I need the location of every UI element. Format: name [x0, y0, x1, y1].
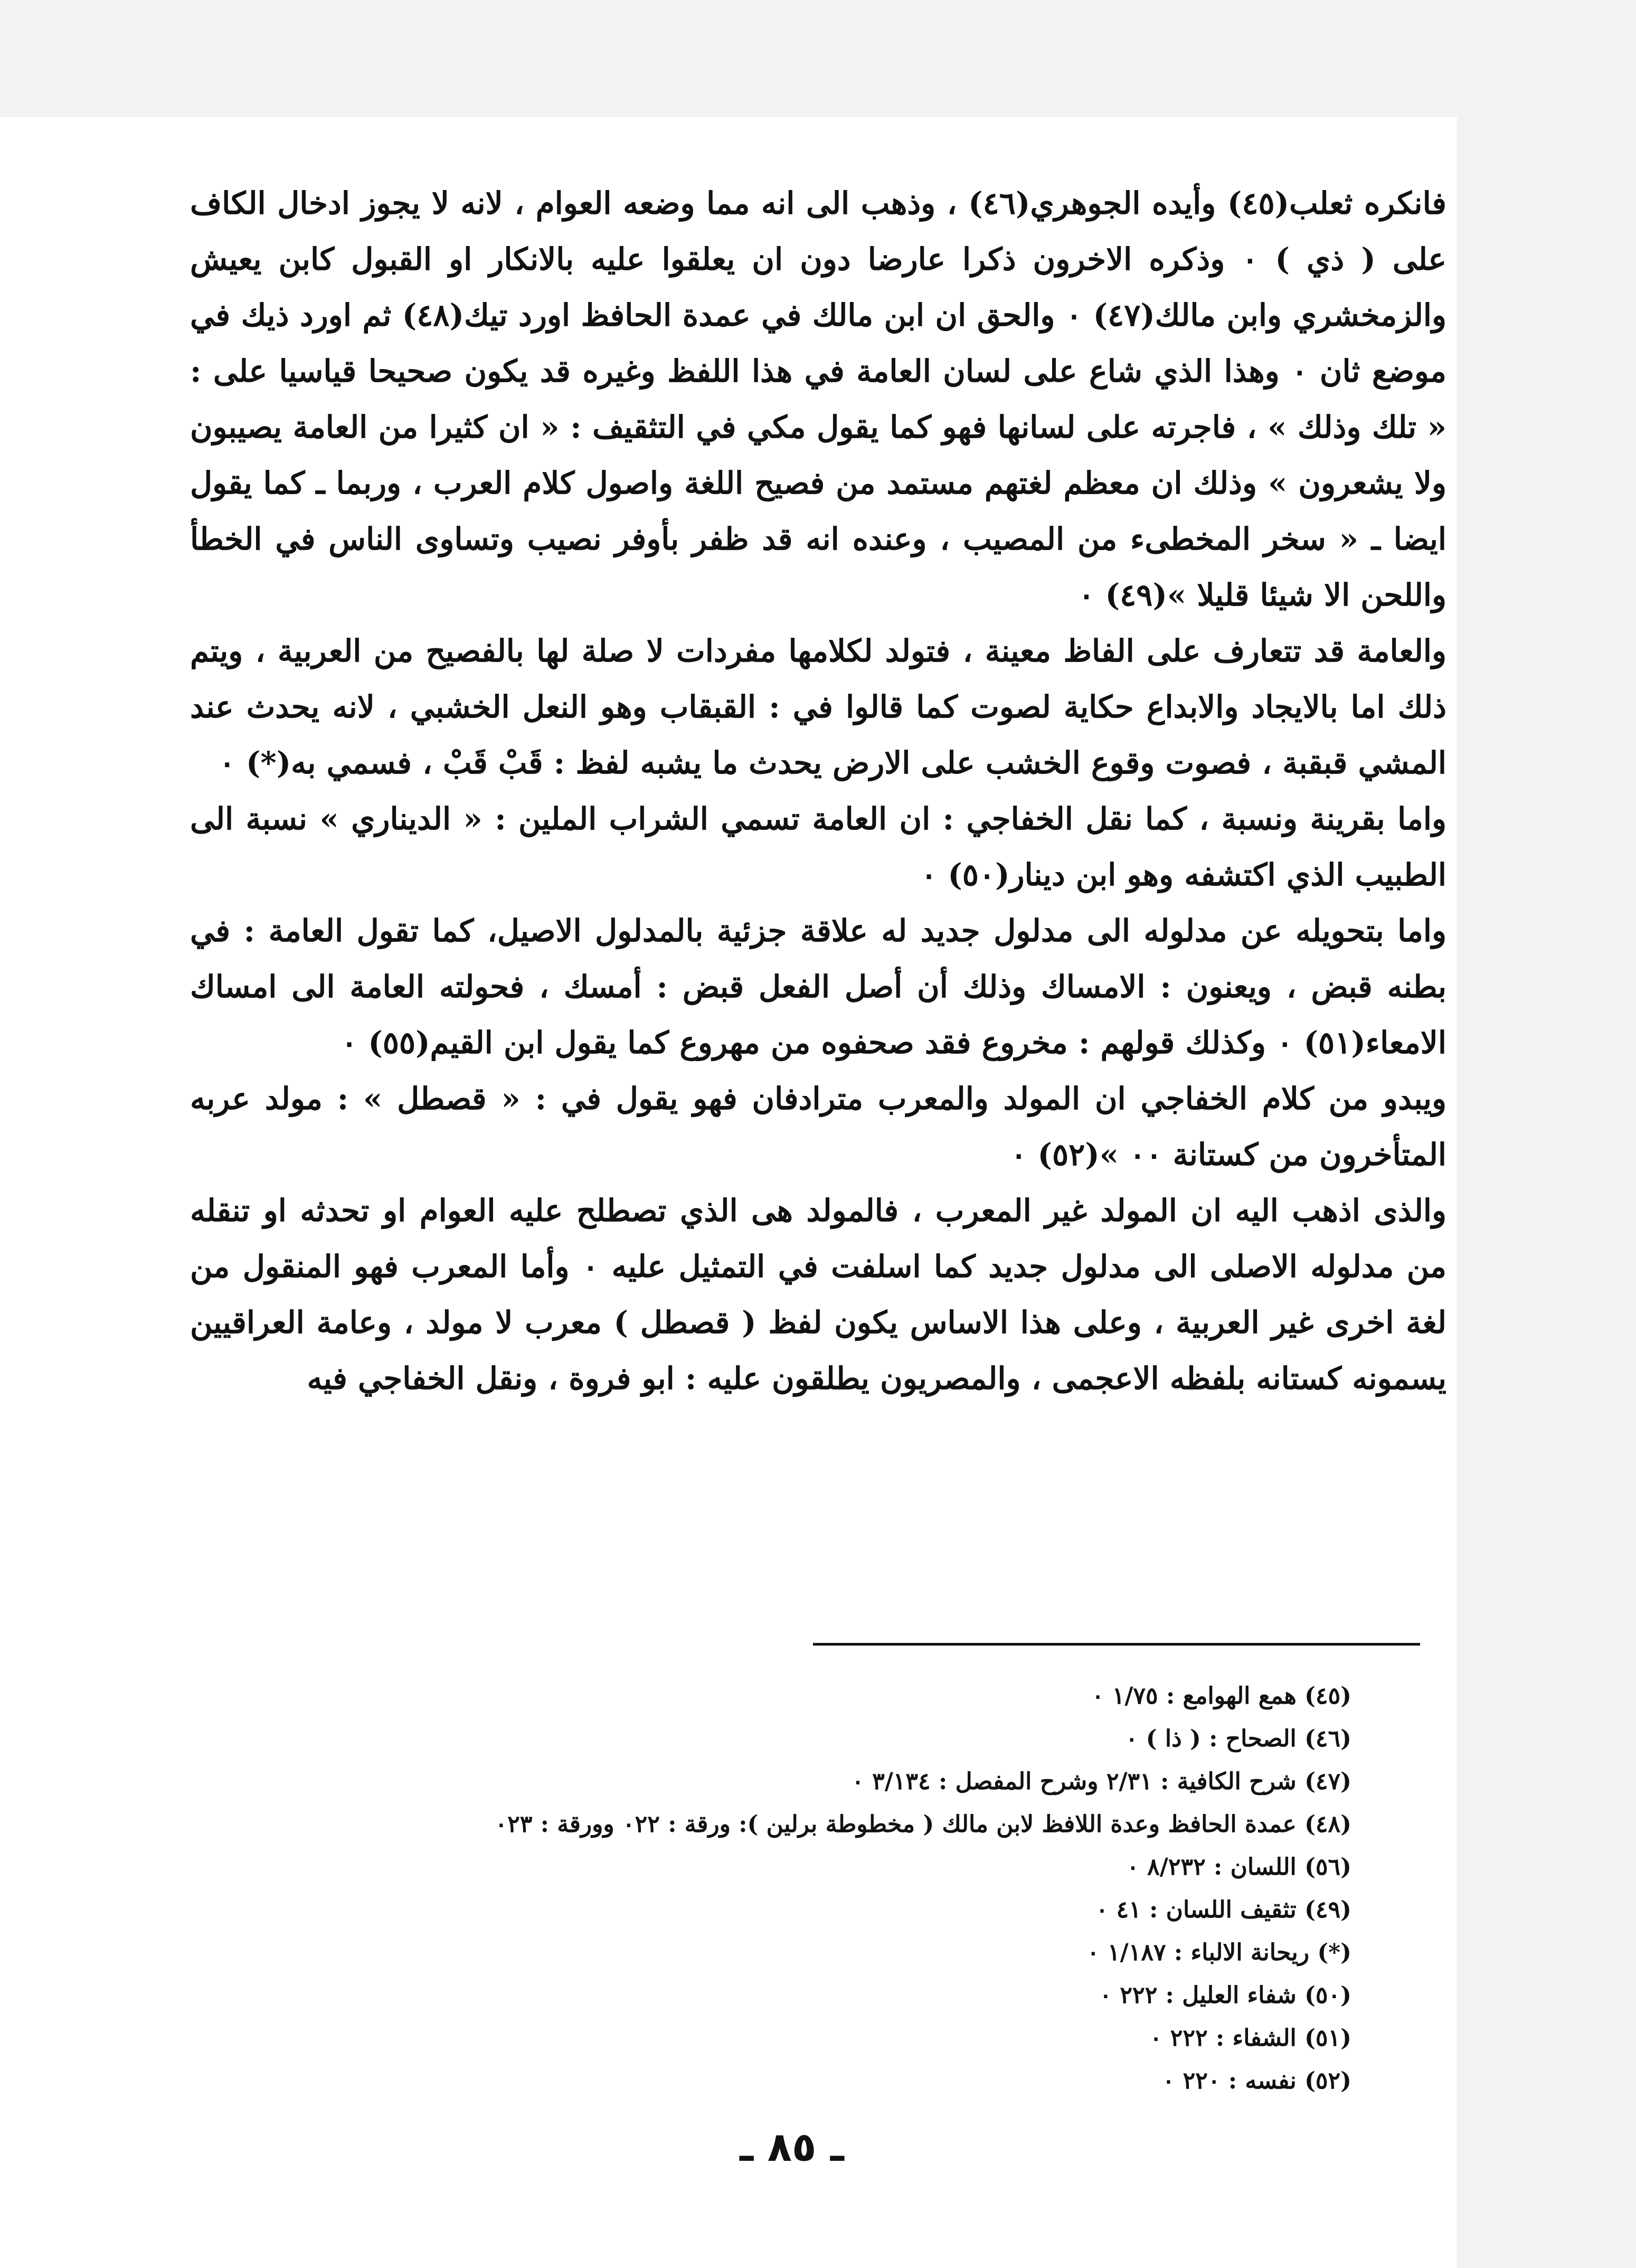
- footnote: (*) ريحانة الالباء : ١/١٨٧ ٠: [1087, 1939, 1351, 1966]
- footnote: (٤٩) تثقيف اللسان : ٤١ ٠: [1095, 1896, 1351, 1923]
- scan-top-margin: [0, 0, 1636, 117]
- paragraph: واما بتحويله عن مدلوله الى مدلول جديد له علاقة جزئية بالمدلول الاصيل، كما تقول العامة : في بطنه قبض ، ويعنون : الامساك وذلك أن أصل الفعل قبض : أمسك ، فحولته العامة الى امساك الامعاء(٥١) ٠ وكذلك قولهم : مخروع فقد صحفوه من مهروع كما يقول ابن القيم(٥٥) ٠: [190, 913, 1446, 1061]
- book-page: [0, 117, 1457, 2268]
- footnote-divider: [813, 1643, 1420, 1646]
- footnote: (٥٢) نفسه : ٢٢٠ ٠: [1162, 2067, 1351, 2094]
- footnote: (٤٦) الصحاح : ( ذا ) ٠: [1125, 1725, 1351, 1752]
- paragraph: فانكره ثعلب(٤٥) وأيده الجوهري(٤٦) ، وذهب الى انه مما وضعه العوام ، لانه لا يجوز ادخال الكاف على ( ذي ) ٠ وذكره الاخرون ذكرا عارضا دون ان يعلقوا عليه بالانكار او القبول كابن يعيش والزمخشري وابن مالك(٤٧) ٠ والحق ان ابن مالك في عمدة الحافظ اورد تيك(٤٨) ثم اورد ذيك في موضع ثان ٠ وهذا الذي شاع على لسان العامة في هذا اللفظ وغيره قد يكون صحيحا قياسيا على : « تلك وذلك » ، فاجرته على لسانها فهو كما يقول مكي في التثقيف : « ان كثيرا من العامة يصيبون ولا يشعرون » وذلك ان معظم لغتهم مستمد من فصيح اللغة واصول كلام العرب ، وربما ـ كما يقول ايضا ـ « سخر المخطىء من المصيب ، وعنده انه قد ظفر بأوفر نصيب وتساوى الناس في الخطأ واللحن الا شيئا قليلا »(٤٩) ٠: [190, 185, 1447, 613]
- footnote: (٤٥) همع الهوامع : ١/٧٥ ٠: [1091, 1683, 1351, 1709]
- paragraph: والعامة قد تتعارف على الفاظ معينة ، فتولد لكلامها مفردات لا صلة لها بالفصيح من العربية ، ويتم ذلك اما بالايجاد والابداع حكاية لصوت كما قالوا في : القبقاب وهو النعل الخشبي ، لانه يحدث عند المشي قبقبة ، فصوت وقوع الخشب على الارض يحدث ما يشبه لفظ : قَبْ قَبْ ، فسمي به(*) ٠: [190, 633, 1446, 781]
- footnote: (٤٧) شرح الكافية : ٢/٣١ وشرح المفصل : ٣/١٣٤ ٠: [852, 1768, 1351, 1795]
- paragraph: والذى اذهب اليه ان المولد غير المعرب ، فالمولد هى الذي تصطلح عليه العوام او تحدثه او تنقله من مدلوله الاصلى الى مدلول جديد كما اسلفت في التمثيل عليه ٠ وأما المعرب فهو المنقول من لغة اخرى غير العربية ، وعلى هذا الاساس يكون لفظ ( قصطل ) معرب لا مولد ، وعامة العراقيين يسمونه كستانه بلفظه الاعجمى ، والمصريون يطلقون عليه : ابو فروة ، ونقل الخفاجي فيه: [190, 1193, 1446, 1396]
- body-text: [190, 175, 1446, 1406]
- scan-right-margin: [1457, 117, 1636, 2268]
- paragraph: واما بقرينة ونسبة ، كما نقل الخفاجي : ان العامة تسمي الشراب الملين : « الديناري » نسبة الى الطبيب الذي اكتشفه وهو ابن دينار(٥٠) ٠: [190, 801, 1446, 893]
- footnote: (٥١) الشفاء : ٢٢٢ ٠: [1149, 2025, 1351, 2052]
- page-number: ـ ٨٥ ـ: [740, 2123, 844, 2170]
- footnote: (٥٠) شفاء العليل : ٢٢٢ ٠: [1099, 1982, 1351, 2009]
- paragraph: ويبدو من كلام الخفاجي ان المولد والمعرب مترادفان فهو يقول في : « قصطل » : مولد عربه المتأخرون من كستانة ٠٠ »(٥٢) ٠: [190, 1081, 1446, 1173]
- footnote: (٥٦) اللسان : ٨/٢٣٢ ٠: [1127, 1854, 1351, 1880]
- footnotes: [190, 1675, 1351, 2102]
- footnote: (٤٨) عمدة الحافظ وعدة اللافظ لابن مالك ( مخطوطة برلين ): ورقة : ٠٢٢ وورقة : ٠٢٣: [495, 1811, 1351, 1838]
